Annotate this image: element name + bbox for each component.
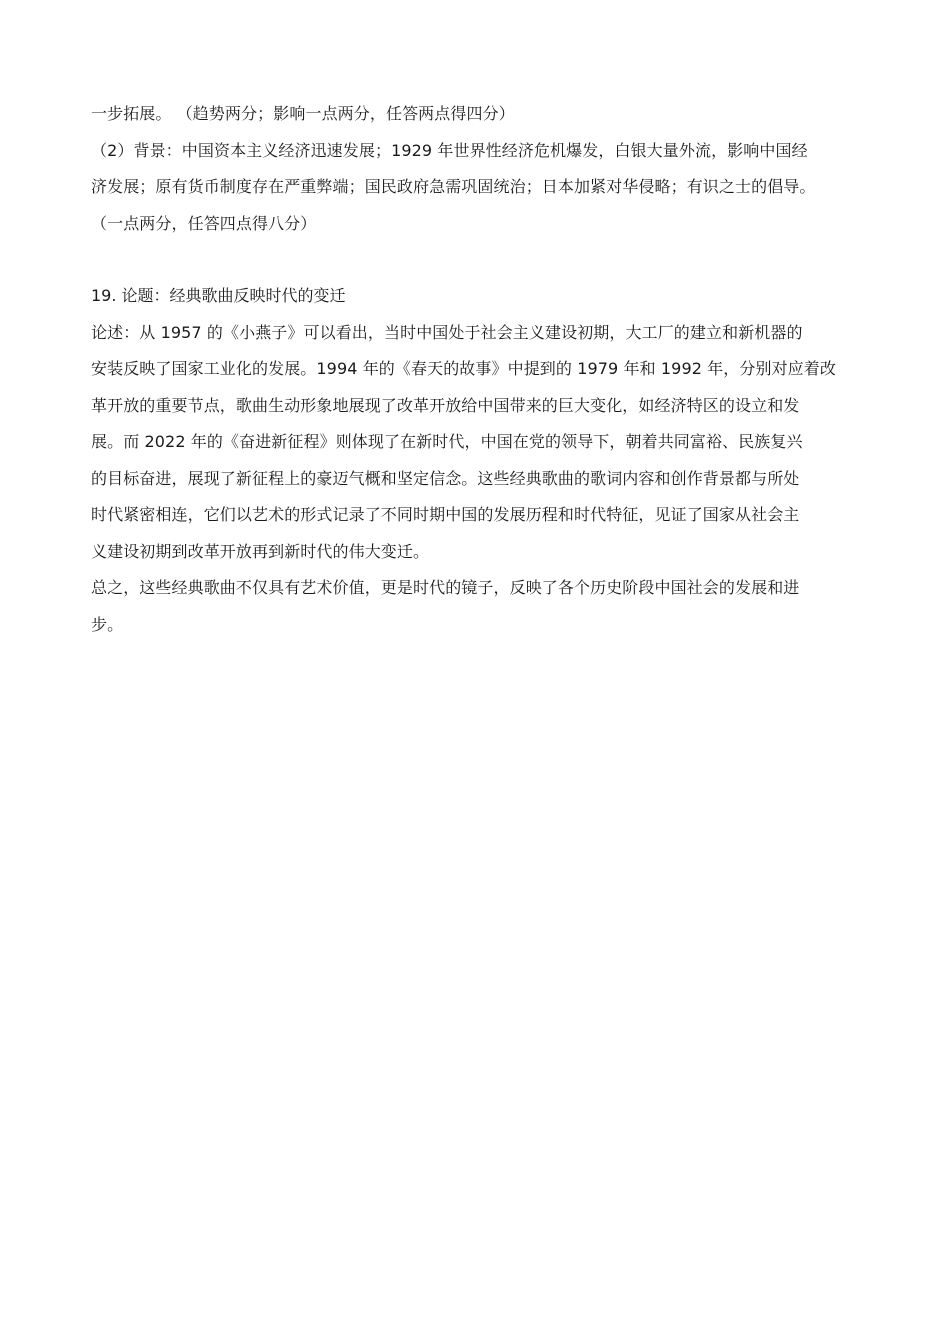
answer18-line-3: 济发展；原有货币制度存在严重弊端；国民政府急需巩固统治；日本加紧对华侵略；有识之士的倡导。 — [91, 177, 816, 196]
section-gap — [91, 242, 871, 278]
answer19-heading: 19. 论题：经典歌曲反映时代的变迁 — [91, 286, 346, 305]
answer19-conclusion-line-2: 步。 — [91, 614, 124, 634]
answer19-line-1: 论述：从 1957 的《小燕子》可以看出，当时中国处于社会主义建设初期，大工厂的建立和新机器的 — [91, 322, 803, 342]
answer19-line-4: 展。而 2022 年的《奋进新征程》则体现了在新时代，中国在党的领导下，朝着共同富裕、民族复兴 — [91, 432, 803, 451]
answer19-line-6: 时代紧密相连，它们以艺术的形式记录了不同时期中国的发展历程和时代特征，见证了国家从社会主 — [91, 505, 800, 524]
answer18-line-2: （2）背景：中国资本主义经济迅速发展；1929 年世界性经济危机爆发，白银大量外流，影响中国经 — [91, 140, 808, 160]
answer19-line-2: 安装反映了国家工业化的发展。1994 年的《春天的故事》中提到的 1979 年和 1992 年，分别对应着改 — [91, 359, 836, 378]
answer-content — [91, 96, 871, 643]
answer19-line-5: 的目标奋进，展现了新征程上的豪迈气概和坚定信念。这些经典歌曲的歌词内容和创作背景都与所处 — [91, 468, 800, 488]
answer18-line-1: 一步拓展。 （趋势两分；影响一点两分，任答两点得四分） — [91, 104, 515, 123]
answer19-line-3: 革开放的重要节点，歌曲生动形象地展现了改革开放给中国带来的巨大变化，如经济特区的设立和发 — [91, 395, 800, 415]
answer19-line-7: 义建设初期到改革开放再到新时代的伟大变迁。 — [91, 541, 430, 561]
answer18-line-4: （一点两分，任答四点得八分） — [91, 213, 317, 233]
answer19-conclusion-line-1: 总之，这些经典歌曲不仅具有艺术价值，更是时代的镜子，反映了各个历史阶段中国社会的发展和进 — [91, 578, 800, 597]
